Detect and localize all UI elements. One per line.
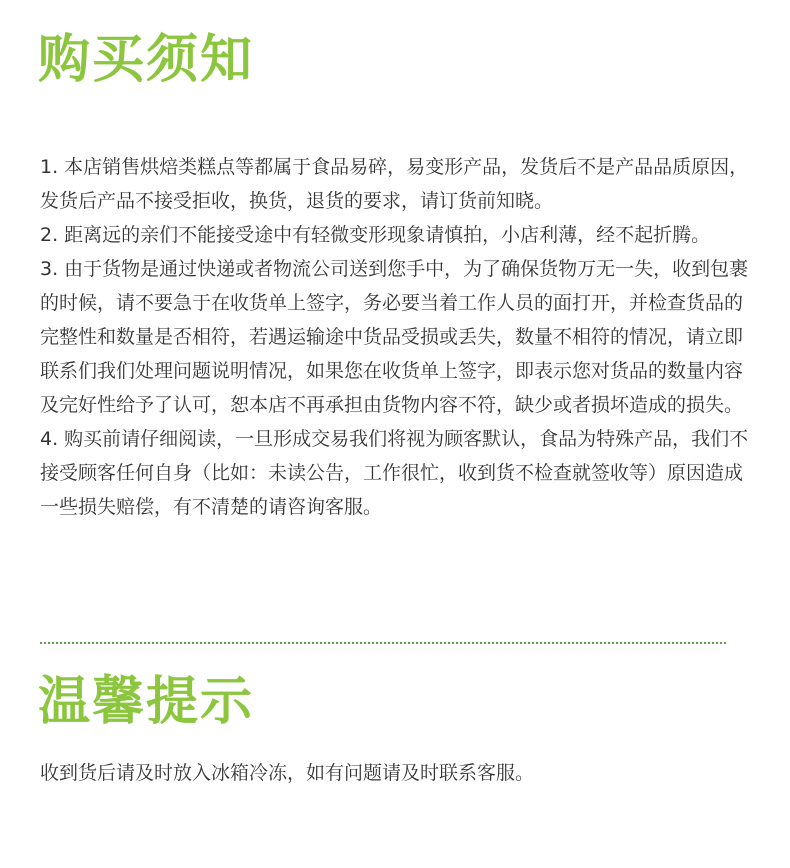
purchase-notice-title: 购买须知	[38, 30, 255, 90]
warm-tips-title: 温馨提示	[38, 672, 255, 732]
notice-item-4: 4. 购买前请仔细阅读，一旦形成交易我们将视为顾客默认，食品为特殊产品，我们不接受顾客任何自身（比如：未读公告，工作很忙，收到货不检查就签收等）原因造成一些损失赔偿，有不清楚的请咨询客服。	[40, 428, 749, 518]
warm-tips-text: 收到货后请及时放入冰箱冷冻，如有问题请及时联系客服。	[40, 762, 535, 784]
notice-item-3: 3. 由于货物是通过快递或者物流公司送到您手中，为了确保货物万无一失，收到包裹的时候，请不要急于在收货单上签字，务必要当着工作人员的面打开，并检查货品的完整性和数量是否相符，若遇运输途中货品受损或丢失，数量不相符的情况，请立即联系们我们处理问题说明情况，如果您在收货单上签字，即表示您对货品的数量内容及完好性给予了认可，恕本店不再承担由货物内容不符，缺少或者损坏造成的损失。	[40, 258, 749, 416]
purchase-notice-body	[40, 150, 752, 524]
dotted-divider	[40, 642, 726, 644]
notice-item-2: 2. 距离远的亲们不能接受途中有轻微变形现象请慎拍，小店利薄，经不起折腾。	[40, 224, 711, 246]
notice-item-1: 1. 本店销售烘焙类糕点等都属于食品易碎，易变形产品，发货后不是产品品质原因，发货后产品不接受拒收，换货，退货的要求，请订货前知晓。	[40, 156, 749, 212]
